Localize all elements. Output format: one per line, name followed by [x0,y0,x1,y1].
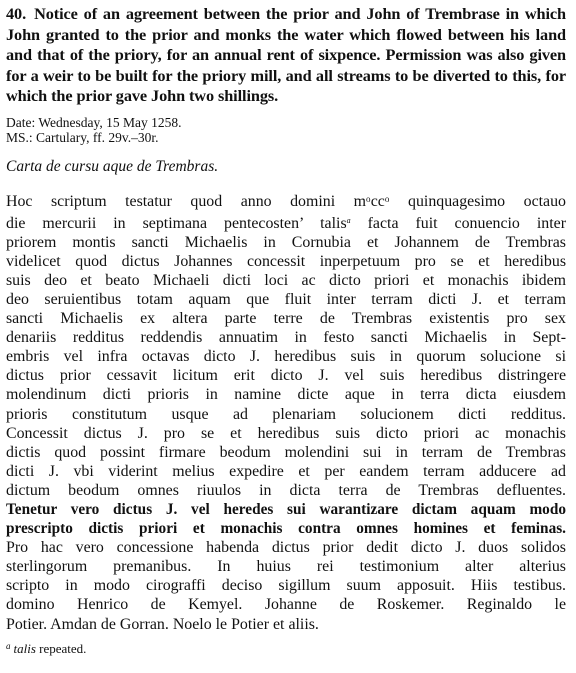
text-line: domino Henrico de Kemyel. Johanne de Roskemer. Reginaldo le [6,596,566,614]
entry-date: Date: Wednesday, 15 May 1258. [6,114,182,130]
text-line: prioris constitutum usque ad plenariam solucionem dicti redditus. [6,405,566,423]
entry-summary: Notice of an agreement between the prior and John of Trembrase in which John granted to the prior and monks the water which flowed between his land and that of the priory, for an annual rent of sixpence. Permission was also given for a weir to be built for the priory mill, and all streams to be diverted to this, for which the prior gave John two shillings. [6,4,566,105]
text-line: prescripto dictis priori et monachis contra omnes homines et feminas. [6,520,566,538]
text-line: suis deo et beato Michaeli dicti loci ac dicto priori et monachis ibidem [6,271,566,289]
text-line: Potier. Amdan de Gorran. Noelo le Potier et aliis. [6,615,319,633]
entry-heading [6,4,566,107]
text-line: dicti J. vbi viderint melius expedire et per eandem terram adducere ad [6,462,566,480]
text-line: scripto in modo cirograffi deciso sigillum suum apposuit. Hiis testibus. [6,577,566,595]
charter-text [6,190,566,634]
text-line: videlicet quod dictus Johannes concessit inperpetuum pro se et heredibus [6,252,566,270]
footnote [6,639,566,656]
text-line: denariis redditus reddendis annuatim in festo sancti Michaelis in Sept- [6,329,566,347]
footnote-marker: a [346,215,351,225]
entry-metadata [6,115,566,145]
entry-number: 40. [6,4,27,23]
text-line: deo seruientibus totam aquam que fluit inter terram dicti J. et terram [6,290,566,308]
text-line: die mercurii in septimana pentecosten’ talis$^a$ facta fuit conuencio inter [6,214,566,232]
text-line: Pro hac vero concessione habenda dictus prior dedit dicto J. duos solidos [6,539,566,557]
footnote-text: repeated. [35,640,87,656]
text-line: sterlingorum premanibus. In huius rei testimonium alter alterius [6,558,566,576]
text-line: dictis quod possint firmare beodum molendini sui in terram de Trembras [6,443,566,461]
text-line: dictus prior cessavit licitum erit dicto J. vel suis heredibus distringere [6,367,566,385]
text-line: Concessit dictus J. pro se et heredibus suis dicto priori ac monachis [6,424,566,442]
charter-title: Carta de cursu aque de Trembras. [6,157,219,175]
footnote-mark: a [6,640,11,651]
text-line: Hoc scriptum testatur quod anno domini $m^occ^o$ quinquagesimo octauo [6,192,566,210]
entry-manuscript: MS.: Cartulary, ff. 29v.–30r. [6,129,159,145]
text-line: sancti Michaelis ex altera parte terre de Trembras existentis pro sex [6,310,566,328]
text-line: Tenetur vero dictus J. vel heredes sui warantizare dictam aquam modo [6,501,566,518]
text-line: priorem montis sancti Michaelis in Cornubia et Johannem de Trembras [6,233,566,251]
text-line: embris vel infra octavas dicto J. heredibus suis in quorum solucione si [6,348,566,366]
footnote-word: talis [13,640,36,656]
text-line: dictum beodum omnes riuulos in dicta terra de Trembras defluentes. [6,481,566,499]
text-line: molendinum dicti prioris in namine dicte aque in terra dicta eiusdem [6,386,566,404]
